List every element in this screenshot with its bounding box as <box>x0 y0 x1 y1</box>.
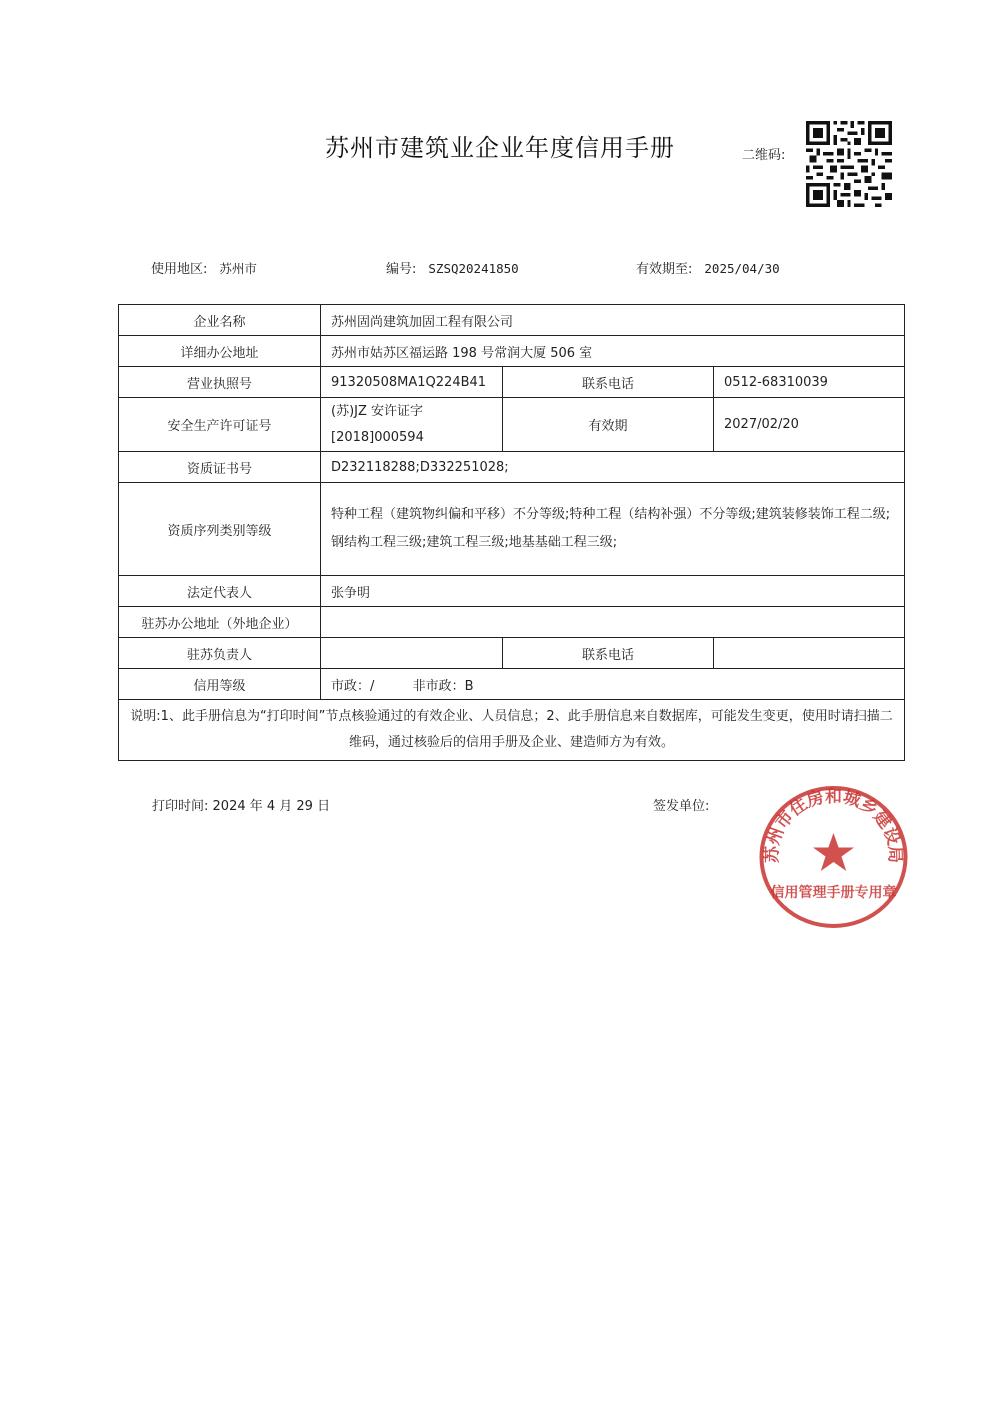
star-icon <box>813 833 854 871</box>
legal-rep-label: 法定代表人 <box>119 576 321 607</box>
table-row <box>119 576 905 607</box>
su-manager-label: 驻苏负责人 <box>119 638 321 669</box>
phone-label: 联系电话 <box>503 367 714 398</box>
valid-until <box>636 258 780 277</box>
usage-region-value: 苏州市 <box>219 261 257 276</box>
company-name: 苏州固尚建筑加固工程有限公司 <box>321 305 905 336</box>
company-name-label: 企业名称 <box>119 305 321 336</box>
address: 苏州市姑苏区福运路 198 号常润大厦 506 室 <box>321 336 905 367</box>
legal-rep: 张争明 <box>321 576 905 607</box>
credit-level <box>321 669 905 700</box>
phone-number: 0512-68310039 <box>714 367 905 398</box>
credit-nonmunicipal: 非市政：B <box>412 678 474 694</box>
qualification-label: 资质序列类别等级 <box>119 483 321 576</box>
credit-info-table <box>118 304 905 761</box>
seal-bottom-text: 信用管理手册专用章 <box>770 885 897 901</box>
credit-level-label: 信用等级 <box>119 669 321 700</box>
note-text: 说明:1、此手册信息为“打印时间”节点核验通过的有效企业、人员信息；2、此手册信息来自数据库，可能发生变更，使用时请扫描二维码，通过核验后的信用手册及企业、建造师方为有效。 <box>119 700 905 761</box>
credit-municipal: 市政：/ <box>331 678 375 694</box>
su-office <box>321 607 905 638</box>
page-title: 苏州市建筑业企业年度信用手册 <box>325 134 675 162</box>
usage-region-label: 使用地区: <box>151 262 208 277</box>
seal-top-text: 苏州市住房和城乡建设局 <box>762 786 905 864</box>
print-time-label: 打印时间: <box>152 799 209 814</box>
usage-region <box>151 258 257 277</box>
print-time-value: 2024 年 4 月 29 日 <box>212 799 331 814</box>
table-row <box>119 607 905 638</box>
address-label: 详细办公地址 <box>119 336 321 367</box>
validity-label: 有效期 <box>503 398 714 452</box>
cert-label: 资质证书号 <box>119 452 321 483</box>
validity-date: 2027/02/20 <box>714 398 905 452</box>
license-label: 营业执照号 <box>119 367 321 398</box>
official-seal <box>756 783 911 931</box>
table-row <box>119 305 905 336</box>
safety-permit-label: 安全生产许可证号 <box>119 398 321 452</box>
print-time <box>152 795 330 814</box>
issuer-label: 签发单位: <box>653 799 710 814</box>
valid-until-value: 2025/04/30 <box>704 261 780 276</box>
cert-numbers: D232118288;D332251028; <box>321 452 905 483</box>
safety-permit-line2: [2018]000594 <box>331 429 424 445</box>
table-row <box>119 483 905 576</box>
license-number: 91320508MA1Q224B41 <box>321 367 503 398</box>
serial-number-label: 编号: <box>386 262 417 277</box>
valid-until-label: 有效期至: <box>636 262 693 277</box>
su-phone <box>714 638 905 669</box>
serial-number <box>386 258 519 277</box>
table-row <box>119 398 905 452</box>
table-row <box>119 452 905 483</box>
qr-code-icon[interactable] <box>806 121 892 207</box>
table-row <box>119 367 905 398</box>
table-row <box>119 700 905 761</box>
table-row <box>119 669 905 700</box>
qr-label: 二维码: <box>742 148 786 163</box>
table-row <box>119 336 905 367</box>
table-row <box>119 638 905 669</box>
safety-permit-line1: (苏)JZ 安许证字 <box>331 403 424 419</box>
su-phone-label: 联系电话 <box>503 638 714 669</box>
su-office-label: 驻苏办公地址（外地企业） <box>119 607 321 638</box>
serial-number-value: SZSQ20241850 <box>428 261 519 276</box>
su-manager <box>321 638 503 669</box>
qualification-list: 特种工程（建筑物纠偏和平移）不分等级;特种工程（结构补强）不分等级;建筑装修装饰工程二级;钢结构工程三级;建筑工程三级;地基基础工程三级; <box>321 483 905 576</box>
safety-permit-number <box>321 398 503 452</box>
